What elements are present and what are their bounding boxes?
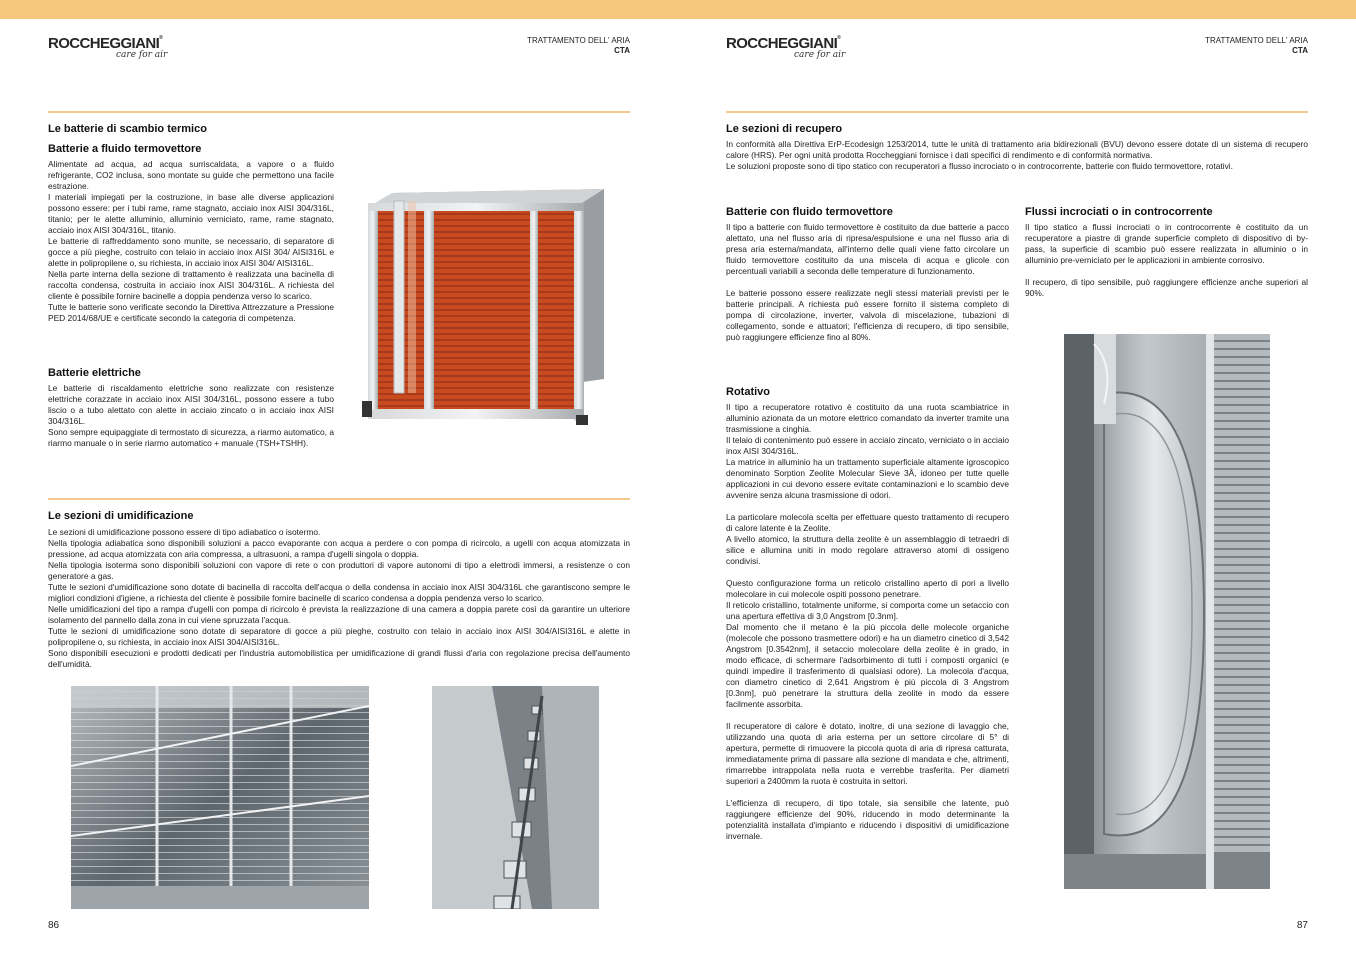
section-rule bbox=[48, 498, 630, 500]
section-title-batterie: Le batterie di scambio termico bbox=[48, 123, 207, 135]
page-number: 87 bbox=[1296, 920, 1308, 931]
brand-name: ROCCHEGGIANI® bbox=[48, 35, 163, 52]
text-rotativo: Il tipo a recuperatore rotativo è costituito da una ruota scambiatrice in alluminio azionata da un motore elettrico comandato da inverter tramite una trasmissione a cinghia. Il telaio di contenimento può essere in acciaio zincato, verniciato o in acciaio inox AISI 304/316L. La matrice in alluminio ha un trattamento superficiale altamente igroscopico denominato Sorption Zeolite Molecular Sieve 3Å, idoneo per tutte quelle applicazioni in cui devono essere evitate contaminazioni e lo scambio deve avvenire senza alcuna trasmissione di odori. La particolare molecola scelta per effettuare questo trattamento di recupero di calore latente è la Zeolite. A livello atomico, la struttura della zeolite è un assemblaggio di tetraedri di silice e allumina uniti in modo regolare attraverso atomi di ossigeno condivisi. Questo configurazione forma un reticolo cristallino aperto di pori a livello molecolare in cui molecole ospiti possono penetrare. Il reticolo cristallino, totalmente uniforme, si comporta come un setaccio con una apertura effettiva di 3,0 Angstrom [0.3nm]. Dal momento che il metano è la più piccola delle molecole organiche (molecole che possono trasmettere odori) e ha un diametro cinetico di 3,542 Angstrom [0.3542nm], il setaccio molecolare della zeolite è in grado, in modo efficace, di schermare l'adsorbimento di tutti i composti organici (e quindi impedire il trasferimento di qualsiasi odore). La molecola d'acqua, con diametro cinetico di 2,641 Angstrom è più piccola di 3 Angstrom [0.3nm], può penetrare la struttura della zeolite in modo da essere facilmente assorbita. Il recuperatore di calore è dotato, inoltre, di una sezione di lavaggio che, utilizzando una quota di aria esterna per un settore circolare di 5° di apertura, permette di rimuovere la piccola quota di aria di ripresa catturata, immediatamente prima di passare alla sezione di mandata e che, altrimenti, rimarrebbe intrappolata nella ruota e verrebbe trasferita. Per diametri superiori a 2400mm la ruota è costruita in settori. L'efficienza di recupero, di tipo totale, sia sensibile che latente, può raggiungere efficienze del 90%, riducendo in modo determinante la potenzialità installata d'impianto e riducendo i dispositivi di umidificazione invernale. bbox=[726, 402, 1009, 841]
section-rule bbox=[726, 111, 1308, 113]
coil-battery-image bbox=[362, 183, 610, 431]
text-flussi: Il tipo statico a flussi incrociati o in controcorrente è costituito da un recuperatore a piastre di grande superficie completo di dispositivo di by-pass, la superficie di scambio può essere realizzata in alluminio o in alluminio pre-verniciato per le applicazioni in ambiente corrosivo. Il recupero, di tipo sensibile, può raggiungere efficienze anche superiori al 90%. bbox=[1025, 222, 1308, 298]
header-line1: TRATTAMENTO DELL' ARIA bbox=[1205, 36, 1308, 45]
header-line2: CTA bbox=[614, 46, 630, 55]
page-number: 86 bbox=[48, 920, 60, 931]
section-title-recupero: Le sezioni di recupero bbox=[726, 123, 843, 135]
page-right bbox=[678, 19, 1356, 959]
subtitle-rotativo: Rotativo bbox=[726, 386, 770, 398]
brand-tagline: care for air bbox=[116, 50, 168, 60]
brand-tagline: care for air bbox=[794, 50, 846, 60]
section-rule bbox=[48, 111, 630, 113]
text-elettriche: Le batterie di riscaldamento elettriche sono realizzate con resistenze elettriche corazzate in acciaio inox AISI 304/316L, possono essere a tubo liscio o a tubo alettato con alette in acciaio zincato o in acciaio inox AISI 304/316L. Sono sempre equipaggiate di termostato di sicurezza, a riarmo automatico, a riarmo manuale o in serie riarmo automatico + manuale (TSH+TSHH). bbox=[48, 383, 334, 448]
humidifier-panel-image bbox=[71, 686, 369, 909]
running-header bbox=[1205, 36, 1308, 56]
subtitle-flussi: Flussi incrociati o in controcorrente bbox=[1025, 206, 1213, 218]
subtitle-batterie-fluido: Batterie con fluido termovettore bbox=[726, 206, 893, 218]
subtitle-elettriche: Batterie elettriche bbox=[48, 367, 141, 379]
rotary-wheel-image bbox=[1064, 334, 1270, 889]
running-header bbox=[527, 36, 630, 56]
text-batterie-fluido: Il tipo a batterie con fluido termovettore è costituito da due batterie a pacco alettato, una nel flusso aria di ripresa/espulsione e una nel flusso aria di presa aria esterna/mandata, all'interno delle quali viene fatto circolare un fluido termovettore costituito da una miscela di acqua e glicole con percentuali variabili a seconda delle temperature di funzionamento. Le batterie possono essere realizzate negli stessi materiali previsti per le batterie principali. A richiesta può essere fornito il sistema completo di pompa di circolazione, inverter, valvola di miscelazione, tubazioni di collegamento, sonde e attuatori; l'efficienza di recupero, di tipo sensibile, può raggiungere efficienze fino al 80%. bbox=[726, 222, 1009, 342]
top-color-band bbox=[0, 0, 1356, 19]
page-left bbox=[0, 19, 678, 959]
text-fluido: Alimentate ad acqua, ad acqua surriscaldata, a vapore o a fluido refrigerante, CO2 inclusa, sono montate su guide che permettono una facile estrazione. I materiali impiegati per la costruzione, in base alle diverse applicazioni possono essere: per i tubi rame, rame stagnato, acciaio inox AISI 304/316L, titanio; per le alette alluminio, alluminio verniciato, rame, rame stagnato, acciaio inox AISI 304/316L, titanio. Le batterie di raffreddamento sono munite, se necessario, di separatore di gocce a più pieghe, costruito con telaio in acciaio inox AISI 304/ AISI316L e alette in polipropilene o, su richiesta, in acciaio inox AISI 304/ AISI316L. Nella parte interna della sezione di trattamento è realizzata una bacinella di raccolta condensa, costruita in acciaio inox AISI 304/316L. A richiesta del cliente è possibile fornire bacinelle a doppia pendenza verso lo scarico. Tutte le batterie sono verificate secondo la Direttiva Attrezzature a Pressione PED 2014/68/UE e certificate secondo la categoria di competenza. bbox=[48, 159, 334, 323]
brand-logo bbox=[48, 35, 168, 60]
header-line2: CTA bbox=[1292, 46, 1308, 55]
text-umidificazione: Le sezioni di umidificazione possono essere di tipo adiabatico o isotermo. Nella tipologia adiabatica sono disponibili soluzioni a pacco evaporante con acqua a perdere o con pompa di ricircolo, a ugelli con acqua atomizzata in pressione, ad acqua atomizzata con aria compressa, a ultrasuoni, a rampa d'ugelli singola o doppia. Nella tipologia isoterma sono disponibili soluzioni con vapore di rete o con produttori di vapore autonomi di tipo a elettrodi immersi, a resistenze o con generatore a gas. Tutte le sezioni d'umidificazione sono dotate di bacinella di raccolta dell'acqua o della condensa in acciaio inox AISI 304/316L che garantiscono sempre le migliori condizioni d'igiene, a richiesta del cliente è possibile fornire bacinelle di scarico condensa a doppia pendenza verso lo scarico. Nelle umidificazioni del tipo a rampa d'ugelli con pompa di ricircolo è prevista la realizzazione di una camera a doppia parete così da garantire un ulteriore isolamento del pannello dalla zona in cui viene spruzzata l'acqua. Tutte le sezioni di umidificazione sono dotate di separatore di gocce a più pieghe, costruito con telaio in acciaio inox AISI 304/AISI316L e alette in polipropilene o, su richiesta, in acciaio inox AISI 304/AISI316L. Sono disponibili esecuzioni e prodotti dedicati per l'industria automobilistica per umidificazione di grandi flussi d'aria con regolazione precisa dell'aumento dell'umidità. bbox=[48, 527, 630, 669]
brand-logo bbox=[726, 35, 846, 60]
header-line1: TRATTAMENTO DELL' ARIA bbox=[527, 36, 630, 45]
subtitle-fluido: Batterie a fluido termovettore bbox=[48, 143, 202, 155]
text-recupero: In conformità alla Direttiva ErP-Ecodesign 1253/2014, tutte le unità di trattamento aria bidirezionali (BVU) devono essere dotate di un sistema di recupero calore (HRS). Per ogni unità prodotta Roccheggiani fornisce i dati specifici di rendimento e di conformità normativa. Le soluzioni proposte sono di tipo statico con recuperatori a flusso incrociato o in controcorrente, batterie con fluido termovettore, rotativi. bbox=[726, 139, 1308, 171]
brand-name: ROCCHEGGIANI® bbox=[726, 35, 841, 52]
humidifier-nozzles-image bbox=[432, 686, 599, 909]
section-title-umidificazione: Le sezioni di umidificazione bbox=[48, 510, 194, 522]
